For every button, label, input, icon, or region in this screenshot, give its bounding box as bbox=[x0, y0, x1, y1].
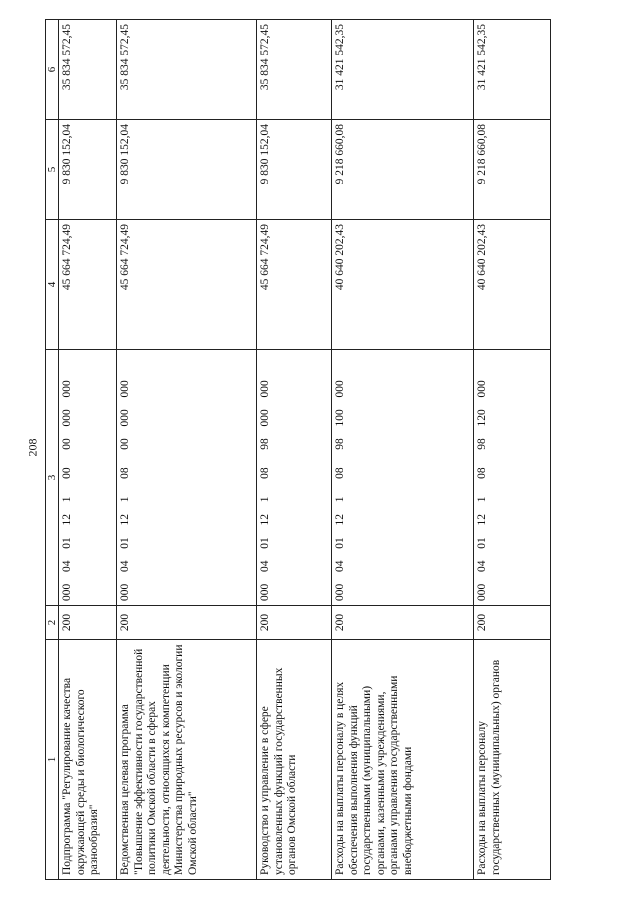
row-name: Ведомственная целевая программа "Повышение эффективности государственной политики Омской области в сферах деятельности, относящихся к компетенции Министерства природных ресурсов и экологии Омской области" bbox=[117, 640, 257, 880]
row-value-6: 35 834 572,45 bbox=[117, 20, 257, 120]
row-value-5: 9 830 152,04 bbox=[257, 120, 332, 220]
row-code-2: 200 bbox=[257, 606, 332, 640]
row-code-2: 200 bbox=[474, 606, 551, 640]
row-value-6: 31 421 542,35 bbox=[474, 20, 551, 120]
row-code-3: 000 04 01 12 1 08 98 120 000 bbox=[474, 350, 551, 606]
row-value-4: 45 664 724,49 bbox=[257, 220, 332, 350]
header-col-3: 3 bbox=[46, 350, 59, 606]
row-code-3: 000 04 01 12 1 00 00 000 000 bbox=[59, 350, 117, 606]
row-name: Руководство и управление в сфере установленных функций государственных органов Омской области bbox=[257, 640, 332, 880]
budget-table bbox=[45, 19, 551, 880]
row-value-5: 9 830 152,04 bbox=[59, 120, 117, 220]
header-col-5: 5 bbox=[46, 120, 59, 220]
table-row bbox=[59, 20, 117, 880]
header-col-2: 2 bbox=[46, 606, 59, 640]
row-name: Подпрограмма "Регулирование качества окружающей среды и биологического разнообразия" bbox=[59, 640, 117, 880]
row-value-6: 31 421 542,35 bbox=[332, 20, 474, 120]
row-value-6: 35 834 572,45 bbox=[59, 20, 117, 120]
row-code-2: 200 bbox=[332, 606, 474, 640]
row-value-5: 9 218 660,08 bbox=[332, 120, 474, 220]
row-value-4: 40 640 202,43 bbox=[474, 220, 551, 350]
header-col-6: 6 bbox=[46, 20, 59, 120]
header-col-1: 1 bbox=[46, 640, 59, 880]
header-row bbox=[46, 20, 59, 880]
row-name: Расходы на выплаты персоналу государственных (муниципальных) органов bbox=[474, 640, 551, 880]
table-row bbox=[474, 20, 551, 880]
row-code-2: 200 bbox=[117, 606, 257, 640]
row-value-4: 40 640 202,43 bbox=[332, 220, 474, 350]
table-row bbox=[257, 20, 332, 880]
row-value-6: 35 834 572,45 bbox=[257, 20, 332, 120]
table-row bbox=[332, 20, 474, 880]
rotated-table-wrapper bbox=[45, 20, 600, 880]
page-number: 208 bbox=[25, 438, 40, 457]
row-value-5: 9 830 152,04 bbox=[117, 120, 257, 220]
row-value-4: 45 664 724,49 bbox=[117, 220, 257, 350]
row-code-2: 200 bbox=[59, 606, 117, 640]
row-code-3: 000 04 01 12 1 08 98 000 000 bbox=[257, 350, 332, 606]
row-code-3: 000 04 01 12 1 08 98 100 000 bbox=[332, 350, 474, 606]
row-value-4: 45 664 724,49 bbox=[59, 220, 117, 350]
header-col-4: 4 bbox=[46, 220, 59, 350]
row-code-3: 000 04 01 12 1 08 00 000 000 bbox=[117, 350, 257, 606]
table-row bbox=[117, 20, 257, 880]
row-value-5: 9 218 660,08 bbox=[474, 120, 551, 220]
row-name: Расходы на выплаты персоналу в целях обеспечения выполнения функций государственными (муниципальными) органами, казенными учреждениями, органами управления государственными внебюджетными фондами bbox=[332, 640, 474, 880]
